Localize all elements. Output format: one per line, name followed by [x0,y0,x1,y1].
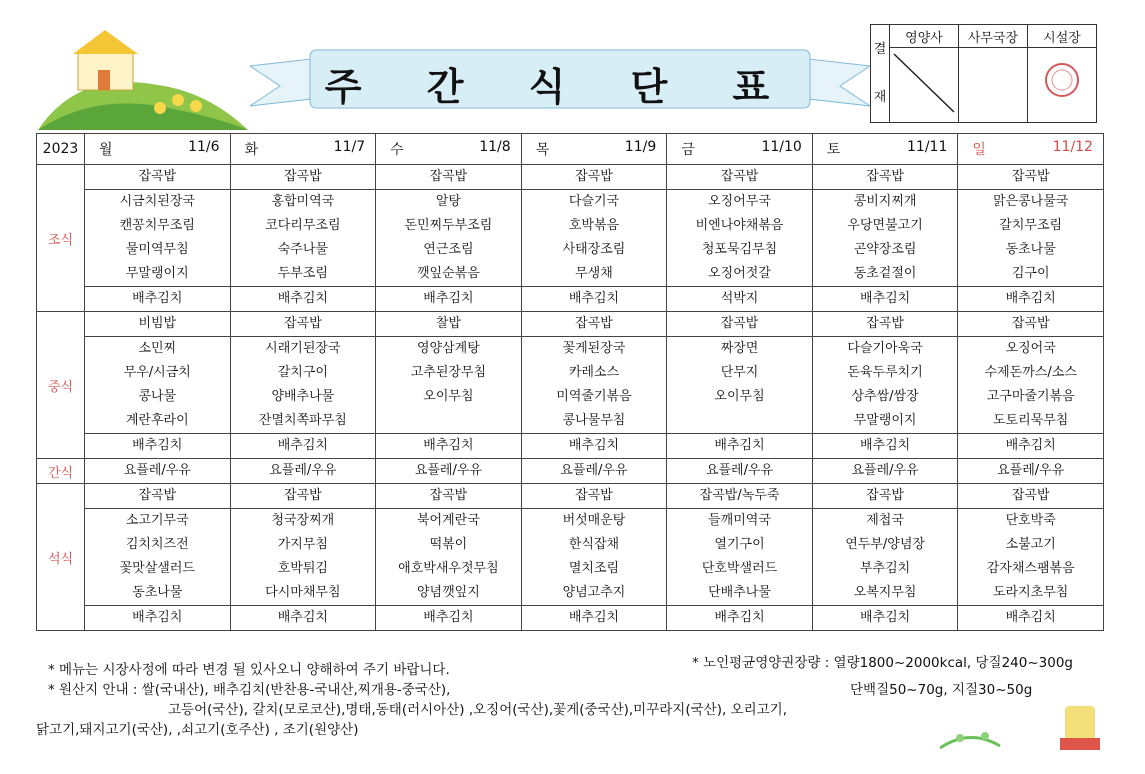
kimchi-item: 석박지 [667,286,812,311]
flower-decoration [940,698,1120,756]
menu-cell [958,459,1104,484]
dish-item: 한식잡채 [568,537,620,552]
snack-item: 요플레/우유 [997,463,1065,478]
dish-item: 떡볶이 [429,537,468,552]
kimchi-item: 배추김치 [522,286,667,311]
rice-item: 잡곡밥 [522,165,667,190]
day-name: 수 [390,142,404,158]
nutrition-line: * 노인평균영양권장량 : 열량1800~2000kcal, 당질240~300g [692,655,1073,671]
day-date: 11/6 [188,139,220,155]
dish-item: 들깨미역국 [708,513,771,528]
snack-item: 요플레/우유 [269,463,337,478]
kimchi-item: 배추김치 [958,605,1103,630]
dish-item [667,409,812,433]
kimchi-item: 배추김치 [231,605,376,630]
dish-item: 상추쌈/쌈장 [851,389,919,404]
rice-item: 잡곡밥 [231,312,376,337]
dish-item: 도토리묵무침 [993,413,1069,428]
menu-cell [230,312,376,459]
menu-cell [376,484,522,631]
dish-item: 양배추나물 [271,389,335,404]
meal-label: 중식 [37,312,85,459]
dish-item: 오이무침 [423,389,474,404]
day-header [85,134,231,165]
dish-item: 멸치조림 [568,561,620,576]
dish-item: 무말랭이지 [853,413,917,428]
dish-item: 버섯매운탕 [562,513,626,528]
day-date: 11/9 [624,139,657,155]
dish-item: 동초겉절이 [853,266,917,281]
rice-item: 찰밥 [376,312,521,337]
dish-item: 가지무침 [277,537,328,552]
seal-stamp-icon [1028,48,1096,118]
day-date: 11/11 [907,139,948,155]
dish-item: 짜장면 [720,341,759,356]
menu-cell [521,165,667,312]
dish-item: 홍합미역국 [271,194,335,209]
rice-item: 잡곡밥 [958,484,1103,509]
dish-item: 계란후라이 [125,413,189,428]
dish-item: 맑은콩나물국 [993,194,1069,209]
day-header-content [667,139,812,159]
dish-item: 연근조림 [423,242,474,257]
dish-item: 제첩국 [866,513,904,528]
dish-item: 동초나물 [1005,242,1056,257]
day-name: 목 [535,142,550,158]
kimchi-item: 배추김치 [231,433,376,458]
dish-item: 물미역무침 [125,242,189,257]
meal-label: 석식 [37,484,85,631]
dish-item: 단무지 [720,365,759,380]
kimchi-item: 배추김치 [522,433,667,458]
note-origin: * 원산지 안내 : 쌀(국내산), 배추김치(반찬용-국내산,찌개용-중국산), [48,682,451,698]
menu-cell [521,484,667,631]
rice-item: 잡곡밥/녹두죽 [667,484,812,509]
day-date: 11/12 [1052,139,1093,155]
menu-cell [85,459,231,484]
day-date: 11/10 [761,139,802,155]
menu-cell [812,459,958,484]
header-row [37,134,1104,165]
snack-item: 요플레/우유 [705,463,774,478]
day-name: 월 [99,142,113,158]
snack-item: 요플레/우유 [560,463,628,478]
dish-item: 무우/시금치 [123,365,191,380]
rice-item: 잡곡밥 [522,484,667,509]
dish-item: 카레소스 [568,365,620,380]
dish-item: 소불고기 [1005,537,1056,552]
day-header-content [958,139,1103,159]
rice-item: 잡곡밥 [231,165,376,190]
dish-item: 동초나물 [132,585,183,600]
dish-item: 우당면불고기 [847,218,923,233]
dish-item: 캔꽁치무조림 [119,218,195,233]
rice-item: 비빔밥 [85,312,230,337]
menu-cell [812,165,958,312]
menu-cell [230,459,376,484]
dish-item: 소민찌 [138,341,177,356]
day-name: 화 [244,142,259,158]
dish-item: 콩비지찌개 [853,194,917,209]
signature-slot-office[interactable] [959,48,1028,123]
dish-item: 오징어젓갈 [708,266,771,281]
dish-item: 감자채스팸볶음 [986,561,1075,576]
dish-item: 고추된장무침 [410,365,487,380]
kimchi-item: 배추김치 [85,433,230,458]
menu-cell [667,484,813,631]
dish-item: 연두부/양념장 [845,537,925,552]
day-header [812,134,958,165]
kimchi-item: 배추김치 [376,605,521,630]
dish-item: 콩나물 [138,389,177,404]
menu-cell [85,165,231,312]
dish-item: 김치치즈전 [125,537,189,552]
kimchi-item: 배추김치 [376,433,521,458]
menu-cell [230,484,376,631]
dish-item: 돈민찌두부조림 [404,218,493,233]
day-header [376,134,522,165]
dish-item: 갈치구이 [277,365,328,380]
rice-item: 잡곡밥 [813,165,958,190]
kimchi-item: 배추김치 [813,286,958,311]
dish-item: 숙주나물 [277,242,328,257]
note-origin-cont: 닭고기,돼지고기(국산), ,쇠고기(호주산) , 조기(원양산) [36,722,359,738]
meal-row-lunch [37,312,1104,459]
day-header [667,134,813,165]
page-title: 주 간 식 단 표 [324,64,796,109]
signature-slot-director[interactable] [1028,48,1097,123]
menu-cell [958,484,1104,631]
menu-cell [376,312,522,459]
dish-item: 열기구이 [714,537,765,552]
meal-row-breakfast [37,165,1104,312]
dish-item: 돈육두루치기 [847,365,923,380]
day-header [958,134,1104,165]
menu-cell [85,484,231,631]
menu-cell [958,165,1104,312]
dish-item: 꽃맛살샐러드 [119,561,195,576]
dish-item: 오징어국 [1005,341,1056,356]
dish-item: 꽃게된장국 [562,341,626,356]
dish-item: 코다리무조림 [265,218,341,233]
dish-item: 깻잎순볶음 [417,266,480,281]
dish-item: 양념깻잎지 [417,585,480,600]
dish-item: 시금치된장국 [119,194,195,209]
kimchi-item: 배추김치 [522,605,667,630]
day-name: 일 [972,142,986,158]
rice-item: 잡곡밥 [522,312,667,337]
dish-item: 도라지초무침 [993,585,1069,600]
menu-cell [85,312,231,459]
dish-item: 애호박새우젓무침 [398,561,499,576]
dish-item: 청국장찌개 [271,513,335,528]
day-date: 11/8 [479,139,511,155]
approval-side-label: 결 재 [871,25,890,123]
kimchi-item: 배추김치 [667,433,812,458]
menu-cell [376,165,522,312]
approval-header: 영양사 [890,25,959,48]
dish-item: 갈치무조림 [999,218,1063,233]
dish-item: 청포묵김무침 [701,242,778,257]
rice-item: 잡곡밥 [376,165,521,190]
meal-label: 조식 [37,165,85,312]
day-header-content [376,139,521,159]
dish-item: 무말랭이지 [125,266,189,281]
rice-item: 잡곡밥 [667,165,812,190]
rice-item: 잡곡밥 [376,484,521,509]
rice-item: 잡곡밥 [813,312,958,337]
kimchi-item: 배추김치 [85,605,230,630]
menu-cell [521,459,667,484]
footer-notes [36,660,788,740]
dish-item: 다시마채무침 [265,585,341,600]
menu-cell [667,312,813,459]
day-name: 토 [826,142,841,158]
dish-item: 호박튀김 [277,561,328,576]
menu-cell [812,312,958,459]
dish-item: 오이무침 [714,389,765,404]
dish-item: 곤약장조림 [853,242,917,257]
menu-cell [521,312,667,459]
dish-item: 알탕 [435,194,461,209]
menu-cell [230,165,376,312]
nutrition-note [692,650,1073,704]
dish-item: 다슬기국 [568,194,620,209]
kimchi-item: 배추김치 [376,286,521,311]
dish-item: 비엔나야채볶음 [695,218,784,233]
dish-item: 북어계란국 [417,513,480,528]
dish-item: 양념고추지 [562,585,626,600]
menu-cell [667,165,813,312]
weekly-menu-table [36,133,1104,631]
dish-item: 미역줄기볶음 [556,389,632,404]
kimchi-item: 배추김치 [667,605,812,630]
note-menu-change: * 메뉴는 시장사정에 따라 변경 될 있사오니 양해하여 주기 바랍니다. [48,662,450,678]
day-header [521,134,667,165]
kimchi-item: 배추김치 [85,286,230,311]
dish-item: 다슬기아욱국 [847,341,923,356]
dish-item: 고구마줄기볶음 [986,389,1075,404]
dish-item: 콩나물무침 [562,413,626,428]
day-header [230,134,376,165]
dish-item: 시래기된장국 [265,341,341,356]
day-header-content [231,139,376,159]
kimchi-item: 배추김치 [958,286,1103,311]
dish-item: 오징어무국 [708,194,771,209]
dish-item: 김구이 [1011,266,1050,281]
dish-item: 부추김치 [859,561,911,576]
rice-item: 잡곡밥 [813,484,958,509]
rice-item: 잡곡밥 [85,484,230,509]
dish-item: 소고기무국 [125,513,189,528]
day-header-content [522,139,667,159]
kimchi-item: 배추김치 [958,433,1103,458]
dish-item: 단배추나물 [708,585,771,600]
year-cell: 2023 [37,134,85,165]
meal-label: 간식 [37,459,85,484]
dish-item: 사태장조림 [562,242,626,257]
rice-item: 잡곡밥 [231,484,376,509]
snack-item: 요플레/우유 [414,463,482,478]
day-name: 금 [681,142,695,158]
house-hill-illustration [38,30,248,130]
dish-item [376,409,521,433]
approval-header: 사무국장 [959,25,1028,48]
dish-item: 호박볶음 [568,218,620,233]
day-header-content [813,139,958,159]
meal-row-dinner [37,484,1104,631]
approval-box [870,24,1097,123]
day-date: 11/7 [333,139,366,155]
signature-slot-nutritionist[interactable] [890,48,959,123]
kimchi-item: 배추김치 [813,433,958,458]
dish-item: 수제돈까스/소스 [984,365,1077,380]
rice-item: 잡곡밥 [85,165,230,190]
kimchi-item: 배추김치 [813,605,958,630]
menu-cell [376,459,522,484]
dish-item: 단호박죽 [1005,513,1056,528]
menu-cell [812,484,958,631]
dish-item: 잔멸치쪽파무침 [258,413,347,428]
dish-item: 두부조림 [277,266,328,281]
rice-item: 잡곡밥 [667,312,812,337]
menu-cell [667,459,813,484]
dish-item: 영양삼계탕 [417,341,480,356]
day-header-content [85,139,230,159]
menu-cell [958,312,1104,459]
rice-item: 잡곡밥 [958,165,1103,190]
note-origin-cont: 고등어(국산), 갈치(모로코산),명태,동태(러시아산) ,오징어(국산),꽃게(중국산),미꾸라지(국산), 오리고기, [168,702,788,718]
dish-item: 단호박샐러드 [701,561,778,576]
dish-item: 오복지무침 [853,585,917,600]
meal-row-snack [37,459,1104,484]
dish-item: 무생채 [575,266,613,281]
approval-header: 시설장 [1028,25,1097,48]
snack-item: 요플레/우유 [123,463,191,478]
snack-item: 요플레/우유 [851,463,919,478]
nutrition-line: 단백질50~70g, 지질30~50g [850,682,1033,698]
kimchi-item: 배추김치 [231,286,376,311]
diagonal-line-icon [890,48,958,118]
rice-item: 잡곡밥 [958,312,1103,337]
